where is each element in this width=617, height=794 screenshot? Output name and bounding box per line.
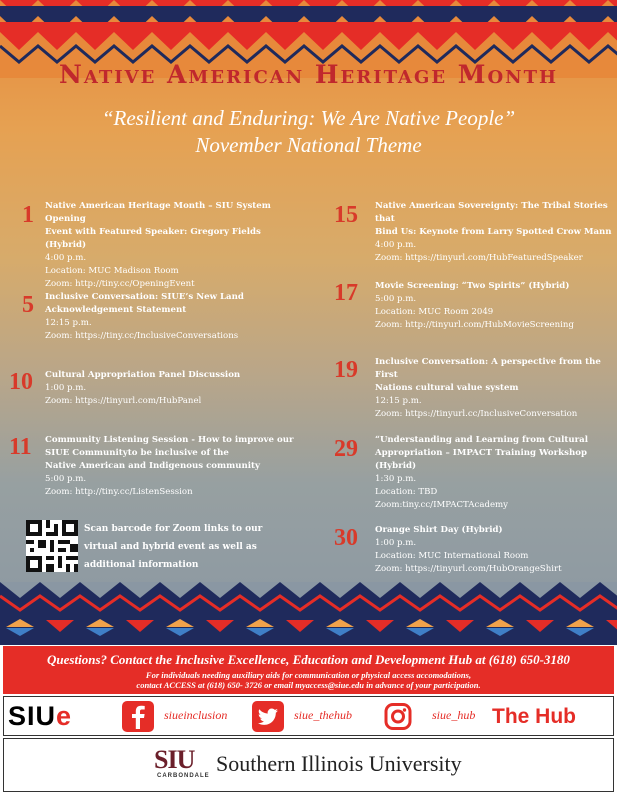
event-day: 29	[334, 436, 358, 462]
theme-quote: “Resilient and Enduring: We Are Native People”	[101, 106, 516, 130]
event-zoom-link[interactable]: Zoom:tiny.cc/IMPACTAcademy	[375, 500, 509, 510]
siue-logo: SIUe	[8, 701, 73, 731]
instagram-handle[interactable]: siue_hub	[432, 708, 476, 722]
event-time: 5:00 p.m.	[375, 294, 417, 304]
event-day: 5	[22, 292, 34, 318]
event-location: Location: MUC Room 2049	[375, 307, 494, 317]
event-title: Native American Heritage Month – SIU System Opening	[45, 201, 271, 224]
university-name: Southern Illinois University	[216, 751, 462, 776]
qr-code-icon[interactable]	[26, 520, 78, 572]
event-day: 11	[9, 434, 32, 460]
event-time: 1:30 p.m.	[375, 474, 417, 484]
event-title: Inclusive Conversation: A perspective from the First	[375, 357, 601, 380]
event-title: Nations cultural value system	[375, 383, 519, 393]
event-zoom-link[interactable]: Zoom: https://tinyurl.cc/InclusiveConversation	[375, 409, 578, 419]
event-day: 17	[334, 280, 358, 306]
event-title: “Understanding and Learning from Cultural	[375, 435, 588, 445]
event-title: Community Listening Session - How to improve our	[45, 435, 294, 445]
accessibility-note: contact ACCESS at (618) 650- 3726 or email myaccess@siue.edu in advance of your participation.	[136, 680, 481, 690]
event-day: 1	[22, 202, 34, 228]
event-title: Native American and Indigenous community	[45, 461, 260, 471]
event-time: 1:00 p.m.	[375, 538, 417, 548]
carbondale-label: CARBONDALE	[157, 773, 210, 779]
event-title: Movie Screening: “Two Spirits” (Hybrid)	[375, 281, 570, 291]
event-location: Location: TBD	[375, 487, 438, 497]
event-title: Inclusive Conversation: SIUE’s New Land	[45, 292, 244, 302]
the-hub-label: The Hub	[492, 705, 576, 728]
event-title: Event with Featured Speaker: Gregory Fields (Hybrid)	[45, 227, 261, 250]
accessibility-note: For individuals needing auxiliary aids for communication or physical access accomodations,	[145, 670, 472, 680]
event-zoom-link[interactable]: Zoom: https://tinyurl.com/HubFeaturedSpeaker	[375, 253, 583, 263]
theme-label: November National Theme	[195, 133, 422, 157]
facebook-handle[interactable]: siueinclusion	[164, 708, 228, 722]
event-title: Appropriation – IMPACT Training Workshop (Hybrid)	[375, 448, 587, 471]
event-zoom-link[interactable]: Zoom: http://tiny.cc/ListenSession	[45, 487, 193, 497]
event-time: 1:00 p.m.	[45, 383, 87, 393]
facebook-icon[interactable]	[122, 701, 154, 732]
twitter-handle[interactable]: siue_thehub	[294, 708, 352, 722]
event-zoom-link[interactable]: Zoom: http://tiny.cc/OpeningEvent	[45, 279, 195, 289]
event-zoom-link[interactable]: Zoom: https://tiny.cc/InclusiveConversations	[45, 331, 239, 341]
event-zoom-link[interactable]: Zoom: https://tinyurl.com/HubPanel	[45, 396, 202, 406]
social-media-bar	[3, 696, 614, 736]
event-time: 4:00 p.m.	[375, 240, 417, 250]
university-footer	[3, 738, 614, 792]
event-time: 4:00 p.m.	[45, 253, 87, 263]
event-zoom-link[interactable]: Zoom: http://tinyurl.com/HubMovieScreening	[375, 320, 574, 330]
event-title: Orange Shirt Day (Hybrid)	[375, 525, 503, 535]
bottom-tribal-pattern	[0, 582, 617, 645]
event-day: 10	[9, 369, 33, 395]
contact-banner	[3, 646, 614, 694]
event-time: 12:15 p.m.	[375, 396, 422, 406]
page-title: Native American Heritage Month	[58, 60, 558, 89]
event-day: 15	[334, 202, 358, 228]
qr-instructions: Scan barcode for Zoom links to our virtual and hybrid event as well as additional information	[84, 524, 263, 570]
event-location: Location: MUC Madison Room	[45, 266, 179, 276]
event-title: Cultural Appropriation Panel Discussion	[45, 370, 241, 380]
contact-heading: Questions? Contact the Inclusive Excellence, Education and Development Hub at (618) 650-3180	[47, 652, 570, 667]
event-title: Native American Sovereignty: The Tribal Stories that	[375, 201, 608, 224]
event-title: SIUE Communityto be inclusive of the	[45, 448, 229, 458]
event-zoom-link[interactable]: Zoom: https://tinyurl.com/HubOrangeShirt	[375, 564, 562, 574]
instagram-icon[interactable]	[382, 701, 414, 732]
event-day: 19	[334, 357, 358, 383]
event-title: Bind Us: Keynote from Larry Spotted Crow Mann	[375, 227, 612, 237]
event-location: Location: MUC International Room	[375, 551, 529, 561]
twitter-icon[interactable]	[252, 701, 284, 732]
event-title: Acknowledgement Statement	[45, 305, 187, 315]
event-time: 12:15 p.m.	[45, 318, 92, 328]
event-day: 30	[334, 525, 358, 551]
siu-logo: SIU	[154, 745, 195, 774]
event-time: 5:00 p.m.	[45, 474, 87, 484]
